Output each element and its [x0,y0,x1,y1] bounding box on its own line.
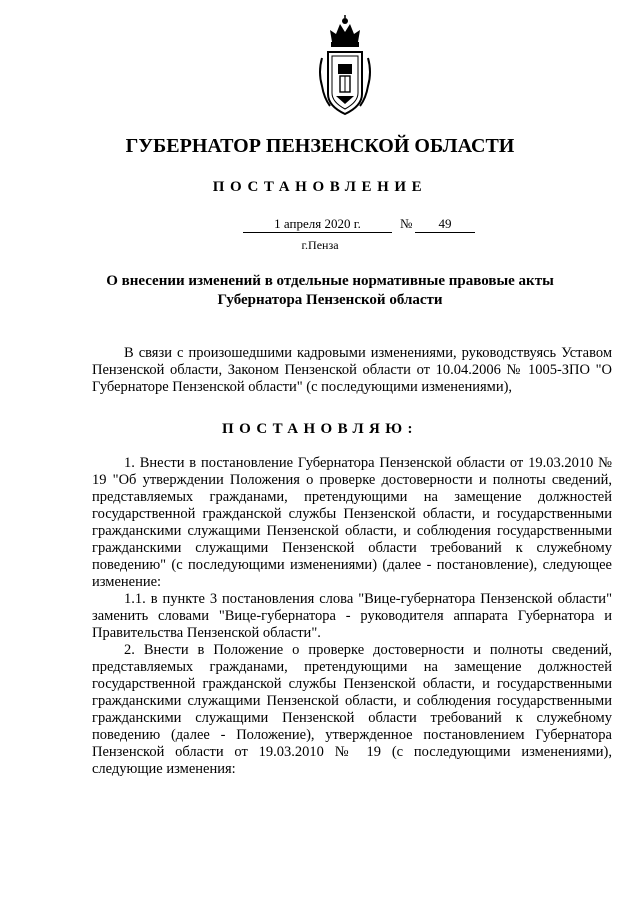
paragraph-1-1: 1.1. в пункте 3 постановления слова "Вице-губернатора Пензенской области" заменить словами "Вице-губернатора - руководителя аппарата Губернатора и Правительства Пензенской области". [92,591,612,641]
resolve-heading: ПОСТАНОВЛЯЮ: [222,421,418,437]
intro-block [92,345,612,396]
city: г.Пенза [301,238,339,252]
intro-paragraph: В связи с произошедшими кадровыми изменениями, руководствуясь Уставом Пензенской области, Законом Пензенской области от 10.04.2006 № 1005-ЗПО "О Губернаторе Пензенской области" (с последующими изменениями), [92,345,612,395]
date-number-line [0,216,640,234]
decree-date: 1 апреля 2020 г. [243,216,392,233]
decree-subject: О внесении изменений в отдельные нормативные правовые акты Губернатора Пензенской области [106,273,554,308]
authority-title: ГУБЕРНАТОР ПЕНЗЕНСКОЙ ОБЛАСТИ [125,135,515,157]
coat-of-arms-emblem [314,12,376,122]
decree-number: 49 [415,216,475,233]
number-sign: № [400,216,413,231]
paragraph-1: 1. Внести в постановление Губернатора Пензенской области от 19.03.2010 № 19 "Об утверждении Положения о проверке достоверности и полноты сведений, представляемых гражданами, претендующими на замещение должностей государственной гражданской службы Пензенской области, и государственными гражданскими служащими Пензенской области, и соблюдения государственными гражданскими служащими Пензенской области требований к служебному поведению" (с последующими изменениями) (далее - постановление), следующее изменение: [92,455,612,590]
document-type-title: ПОСТАНОВЛЕНИЕ [212,179,428,195]
main-text [92,455,612,778]
paragraph-2: 2. Внести в Положение о проверке достоверности и полноты сведений, представляемых гражданами, претендующими на замещение должностей государственной гражданской службы Пензенской области, и государственными гражданскими служащими Пензенской области, и соблюдения государственными гражданскими служащими Пензенской области требований к служебному поведению (далее - Положение), утвержденное постановлением Губернатора Пензенской области от 19.03.2010 № 19 (с последующими изменениями), следующие изменения: [92,642,612,777]
